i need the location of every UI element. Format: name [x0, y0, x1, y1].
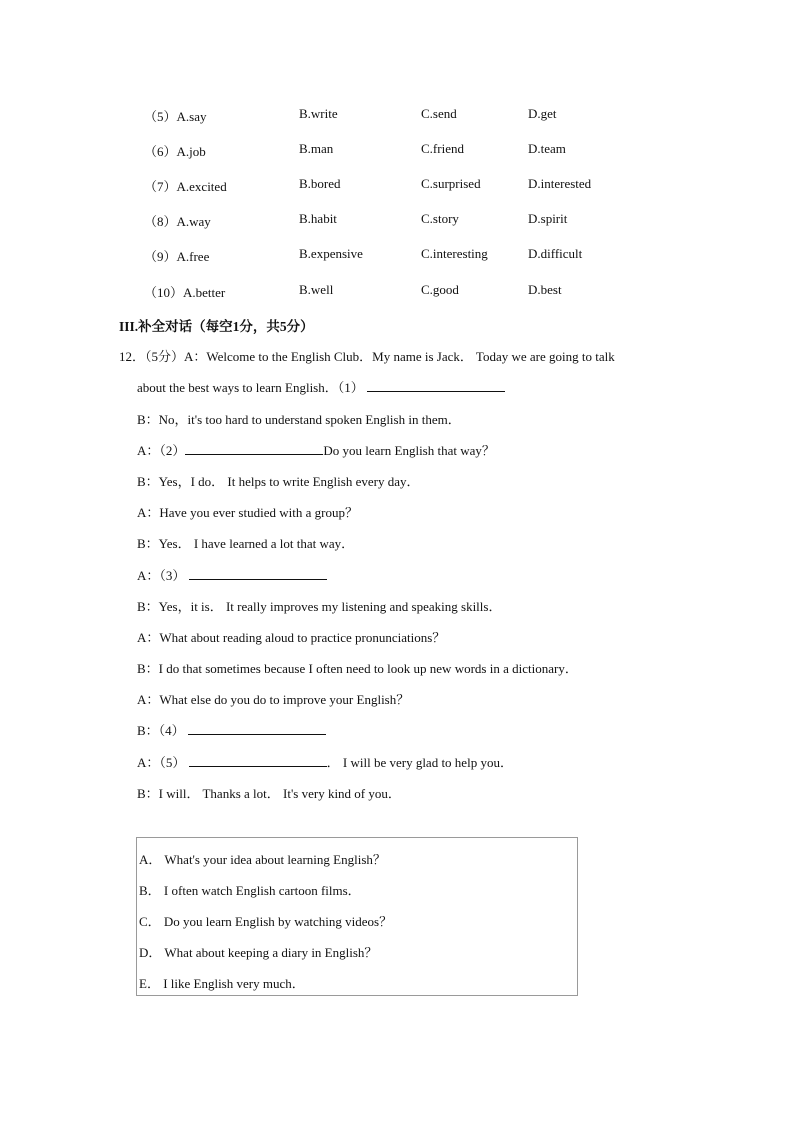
dialogue-line: A：What else do you do to improve your English？ [137, 692, 410, 707]
option-number: （6） [144, 144, 177, 159]
dialogue-speaker-text: A：（2） [137, 443, 186, 458]
blank-4[interactable] [188, 721, 326, 735]
option-a [144, 106, 206, 125]
option-c: C.good [421, 282, 459, 297]
dialogue-line: B：Yes，it is． It really improves my listening and speaking skills． [137, 599, 502, 614]
option-a [144, 141, 206, 160]
dialogue-line: B：No，it's too hard to understand spoken English in them． [137, 412, 461, 427]
question-number: 12．（5分） [119, 349, 185, 364]
option-d: D.difficult [528, 246, 583, 261]
option-b: B.well [299, 282, 334, 297]
option-a-text: A.excited [176, 179, 227, 194]
option-b: B.habit [299, 211, 337, 226]
option-c: C.friend [421, 141, 464, 156]
option-c: C.surprised [421, 176, 481, 191]
dialogue-text: ． I will be very glad to help you． [326, 755, 513, 770]
question-line-1 [119, 346, 615, 365]
dialogue-line [137, 720, 326, 739]
option-number: （10） [144, 285, 184, 300]
answer-option-e: E． I like English very much． [139, 976, 305, 991]
answer-option-c: C． Do you learn English by watching videos？ [139, 914, 393, 929]
dialogue-line [137, 752, 513, 771]
option-d: D.interested [528, 176, 592, 191]
option-c: C.story [421, 211, 459, 226]
option-c: C.interesting [421, 246, 488, 261]
option-row-8 [0, 211, 794, 229]
question-line-2 [137, 377, 505, 396]
option-b: B.write [299, 106, 338, 121]
option-a-text: A.way [176, 214, 211, 229]
option-b: B.man [299, 141, 334, 156]
option-a-text: A.job [176, 144, 206, 159]
option-number: （5） [144, 109, 177, 124]
option-d: D.spirit [528, 211, 568, 226]
dialogue-speaker-text: B：（4） [137, 723, 185, 738]
blank-2[interactable] [185, 441, 323, 455]
dialogue-line [137, 440, 495, 459]
option-row-6 [0, 141, 794, 159]
option-number: （9） [144, 249, 177, 264]
option-number: （7） [144, 179, 177, 194]
option-a-text: A.free [176, 249, 210, 264]
option-a [144, 246, 209, 265]
option-c: C.send [421, 106, 457, 121]
option-a [144, 282, 225, 301]
dialogue-line: B：I do that sometimes because I often need to look up new words in a dictionary． [137, 661, 578, 676]
dialogue-speaker-text: A：（3） [137, 568, 186, 583]
answer-option-d: D． What about keeping a diary in English？ [139, 945, 378, 960]
answer-option-b: B． I often watch English cartoon films． [139, 883, 361, 898]
dialogue-line: A：What about reading aloud to practice pronunciations？ [137, 630, 446, 645]
option-a [144, 176, 227, 195]
blank-5[interactable] [189, 753, 327, 767]
dialogue-line: B：Yes． I have learned a lot that way． [137, 536, 355, 551]
option-a [144, 211, 211, 230]
dialogue-line: A：Have you ever studied with a group？ [137, 505, 358, 520]
dialogue-line: B：Yes，I do． It helps to write English every day． [137, 474, 420, 489]
option-row-10 [0, 282, 794, 300]
dialogue-line: B：I will． Thanks a lot． It's very kind of you． [137, 786, 401, 801]
dialogue-text: Do you learn English that way？ [323, 443, 495, 458]
option-row-5 [0, 106, 794, 124]
option-number: （8） [144, 214, 177, 229]
option-b: B.expensive [299, 246, 363, 261]
option-d: D.best [528, 282, 562, 297]
dialogue-line [137, 565, 327, 584]
option-row-9 [0, 246, 794, 264]
section-title: III.补全对话（每空1分，共5分） [119, 319, 314, 334]
answer-option-a: A． What's your idea about learning English？ [139, 852, 386, 867]
question-text: A：Welcome to the English Club．My name is Jack． Today we are going to talk [184, 349, 615, 364]
option-a-text: A.better [183, 285, 226, 300]
option-d: D.get [528, 106, 557, 121]
dialogue-speaker-text: A：（5） [137, 755, 186, 770]
question-text: about the best ways to learn English．（1） [137, 380, 364, 395]
blank-1[interactable] [367, 378, 505, 392]
option-b: B.bored [299, 176, 341, 191]
answer-options-box [136, 837, 578, 996]
blank-3[interactable] [189, 566, 327, 580]
option-row-7 [0, 176, 794, 194]
option-a-text: A.say [176, 109, 207, 124]
option-d: D.team [528, 141, 566, 156]
